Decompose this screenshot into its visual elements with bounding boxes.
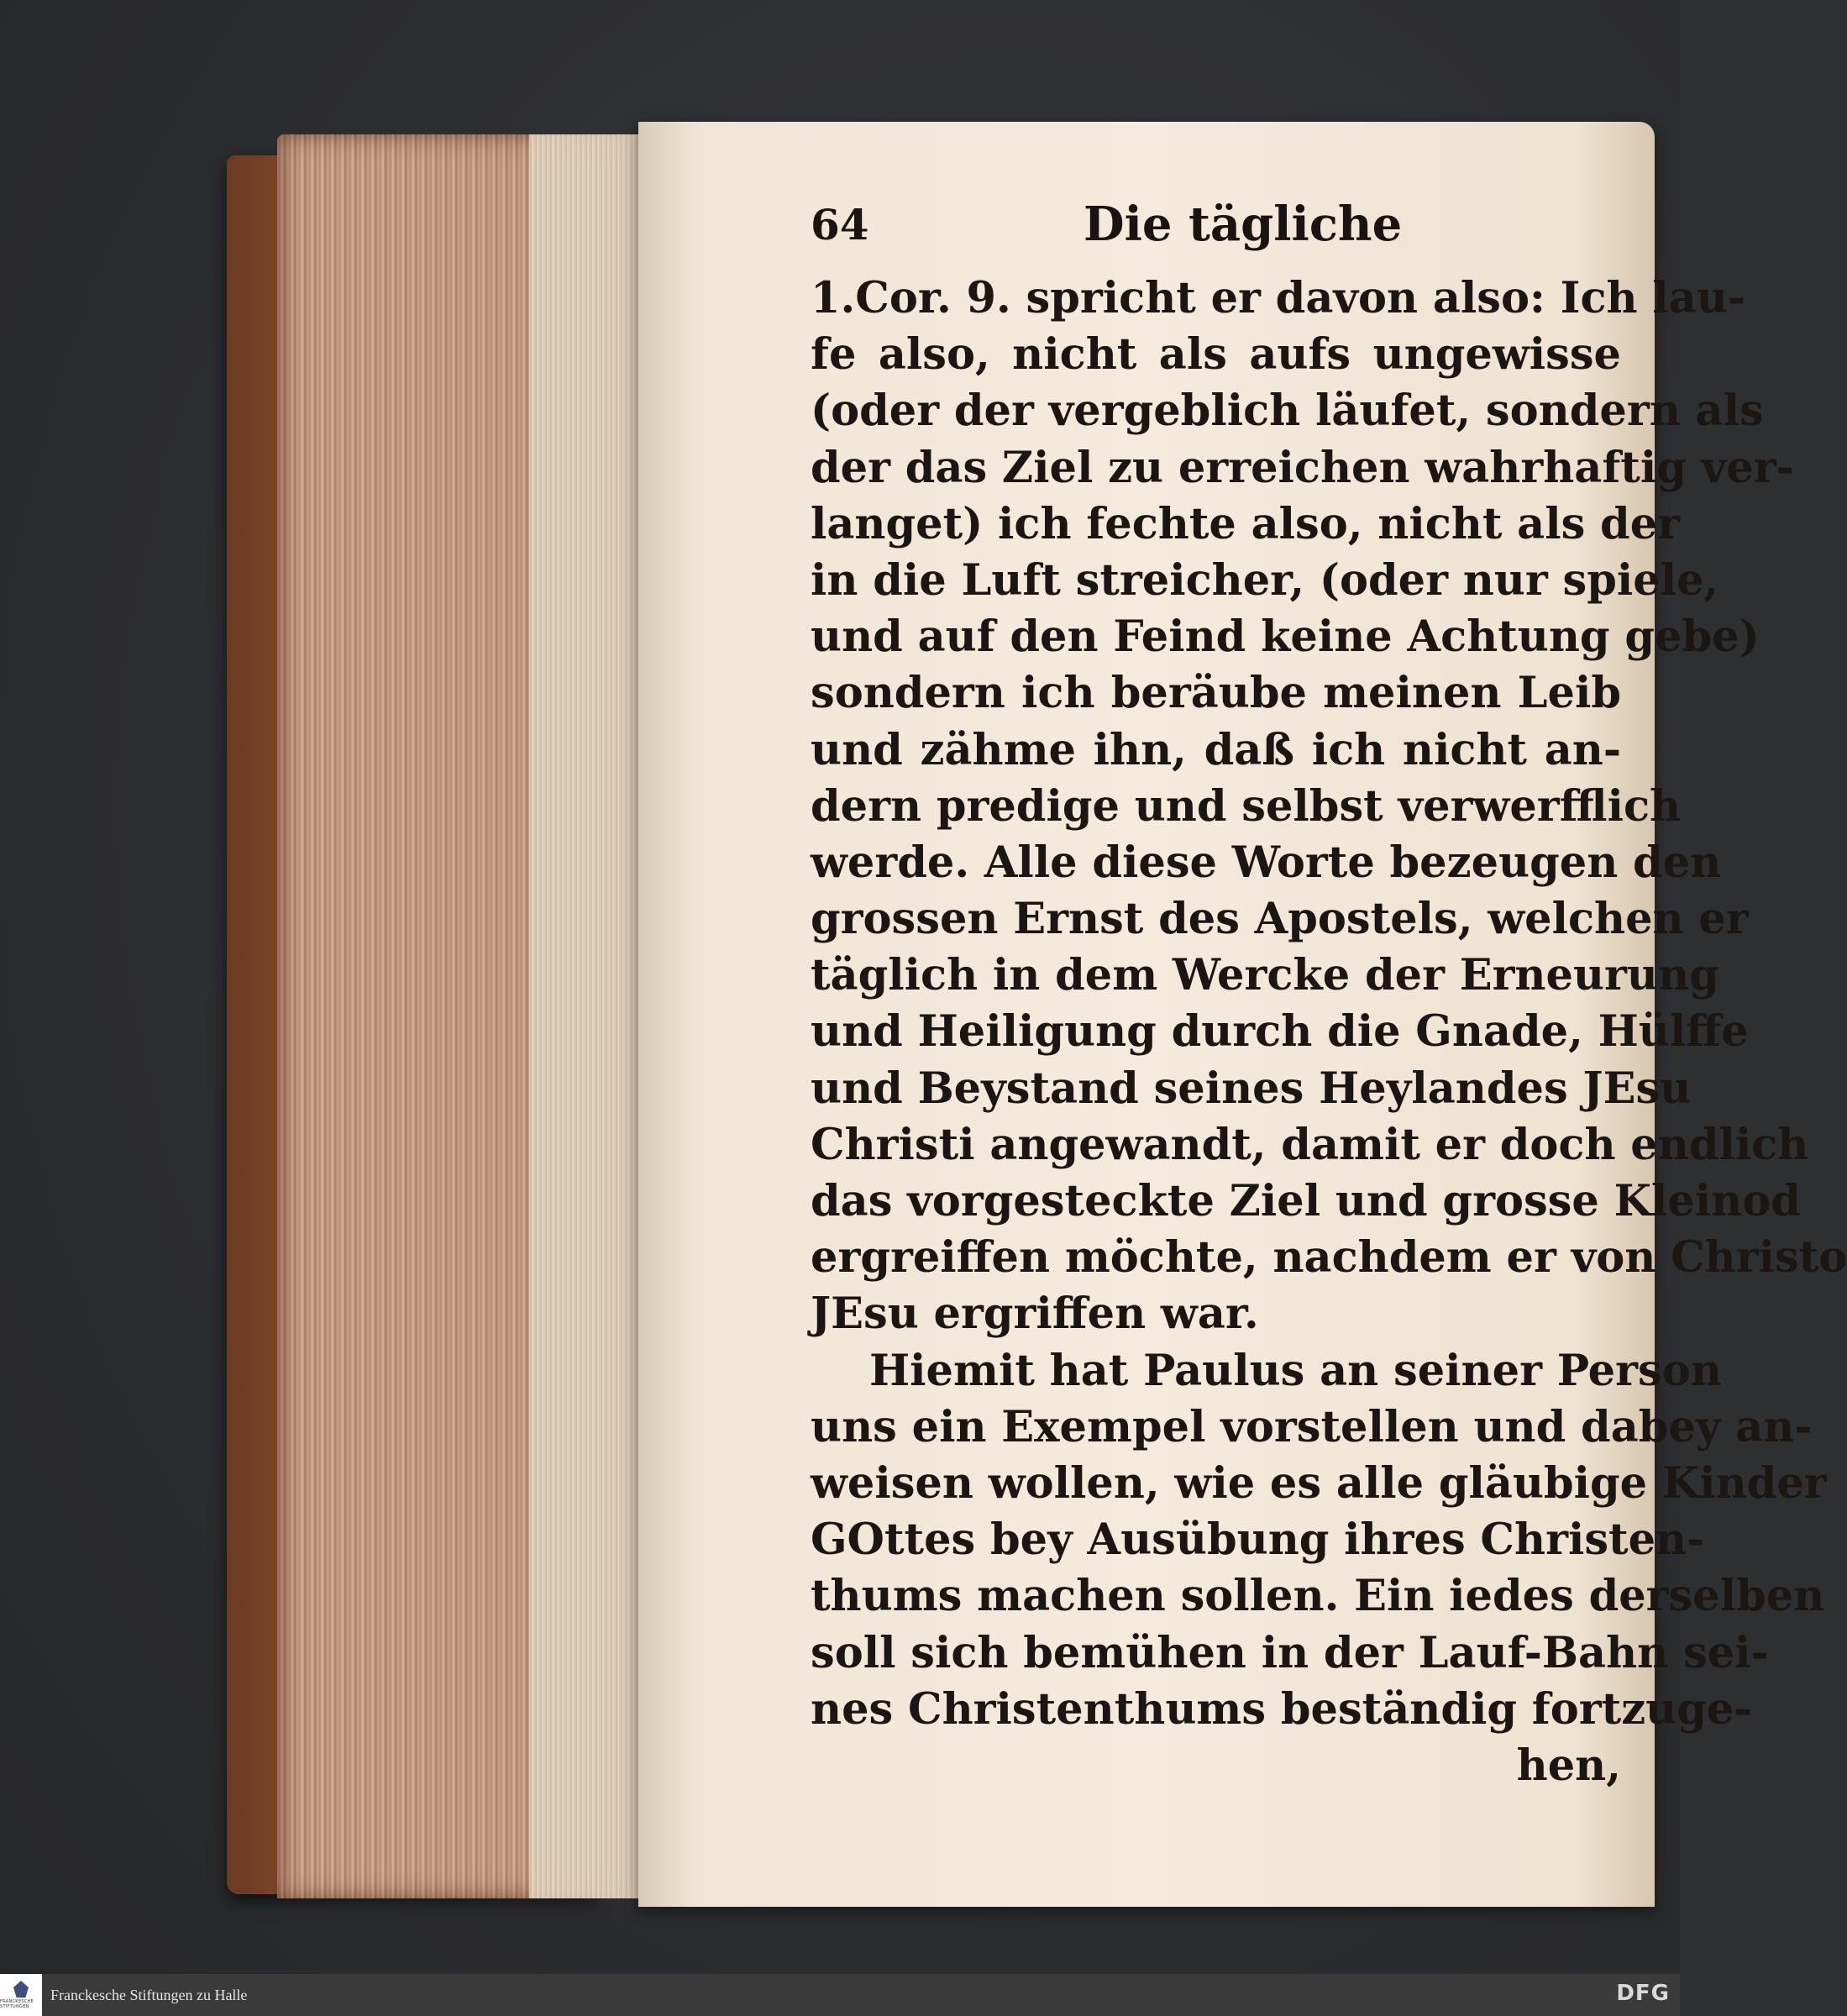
institution-logo[interactable] [0, 1974, 42, 2016]
text-line: grossen Ernst des Apostels, welchen er [811, 894, 1749, 945]
text-line: dern predige und selbst verwerfflich [811, 780, 1682, 832]
francke-logo-icon [13, 1981, 29, 1998]
text-line: fe also, nicht als aufs ungewisse [811, 329, 1621, 381]
text-line: 1.Cor. 9. spricht er davon also: Ich lau- [811, 273, 1746, 323]
viewer-footer [0, 1974, 1680, 2016]
text-line: JEsu ergriffen war. [811, 1289, 1259, 1340]
text-line: nes Christenthums beständig fortzuge- [811, 1683, 1752, 1735]
catchword: hen, [1516, 1740, 1621, 1791]
page-block-edges [277, 134, 638, 1898]
page-header [811, 193, 1621, 270]
text-line: und zähme ihn, daß ich nicht an- [811, 724, 1621, 775]
text-line: sondern ich beräube meinen Leib [811, 668, 1621, 719]
body-text [811, 270, 1847, 1794]
text-line: soll sich bemühen in der Lauf-Bahn sei- [811, 1627, 1769, 1678]
page-content [811, 193, 1847, 1794]
text-line: Christi angewandt, damit er doch endlich [811, 1119, 1809, 1170]
institution-name[interactable]: Franckesche Stiftungen zu Halle [50, 1986, 248, 2003]
text-line: werde. Alle diese Worte bezeugen den [811, 837, 1722, 888]
text-line: täglich in dem Wercke der Erneurung [811, 950, 1719, 1001]
logo-caption: FRANCKESCHE STIFTUNGEN [0, 1999, 34, 2009]
text-line: in die Luft streicher, (oder nur spiele, [811, 554, 1719, 606]
text-line: der das Ziel zu erreichen wahrhaftig ver- [811, 442, 1794, 493]
text-line: GOttes bey Ausübung ihres Christen- [811, 1515, 1705, 1566]
text-line: und Heiligung durch die Gnade, Hülffe [811, 1006, 1749, 1058]
running-title: Die tägliche [1084, 197, 1403, 252]
text-line: und Beystand seines Heylandes JEsu [811, 1063, 1692, 1114]
text-line: thums machen sollen. Ein iedes derselben [811, 1571, 1825, 1622]
page-number: 64 [811, 200, 869, 249]
dfg-badge[interactable]: DFG [1616, 1981, 1670, 2006]
text-line: das vorgesteckte Ziel und grosse Kleinod [811, 1176, 1801, 1226]
text-line: ergreiffen möchte, nachdem er von Christo [811, 1232, 1847, 1284]
book-page [638, 122, 1847, 1907]
text-line: uns ein Exempel vorstellen und dabey an- [811, 1401, 1813, 1452]
text-line: (oder der vergeblich läufet, sondern als [811, 386, 1764, 437]
text-line: Hiemit hat Paulus an seiner Person [869, 1345, 1722, 1396]
text-line: und auf den Feind keine Achtung gebe) [811, 612, 1760, 663]
text-line: weisen wollen, wie es alle gläubige Kinder [811, 1457, 1827, 1509]
text-line: langet) ich fechte also, nicht als der [811, 498, 1681, 549]
